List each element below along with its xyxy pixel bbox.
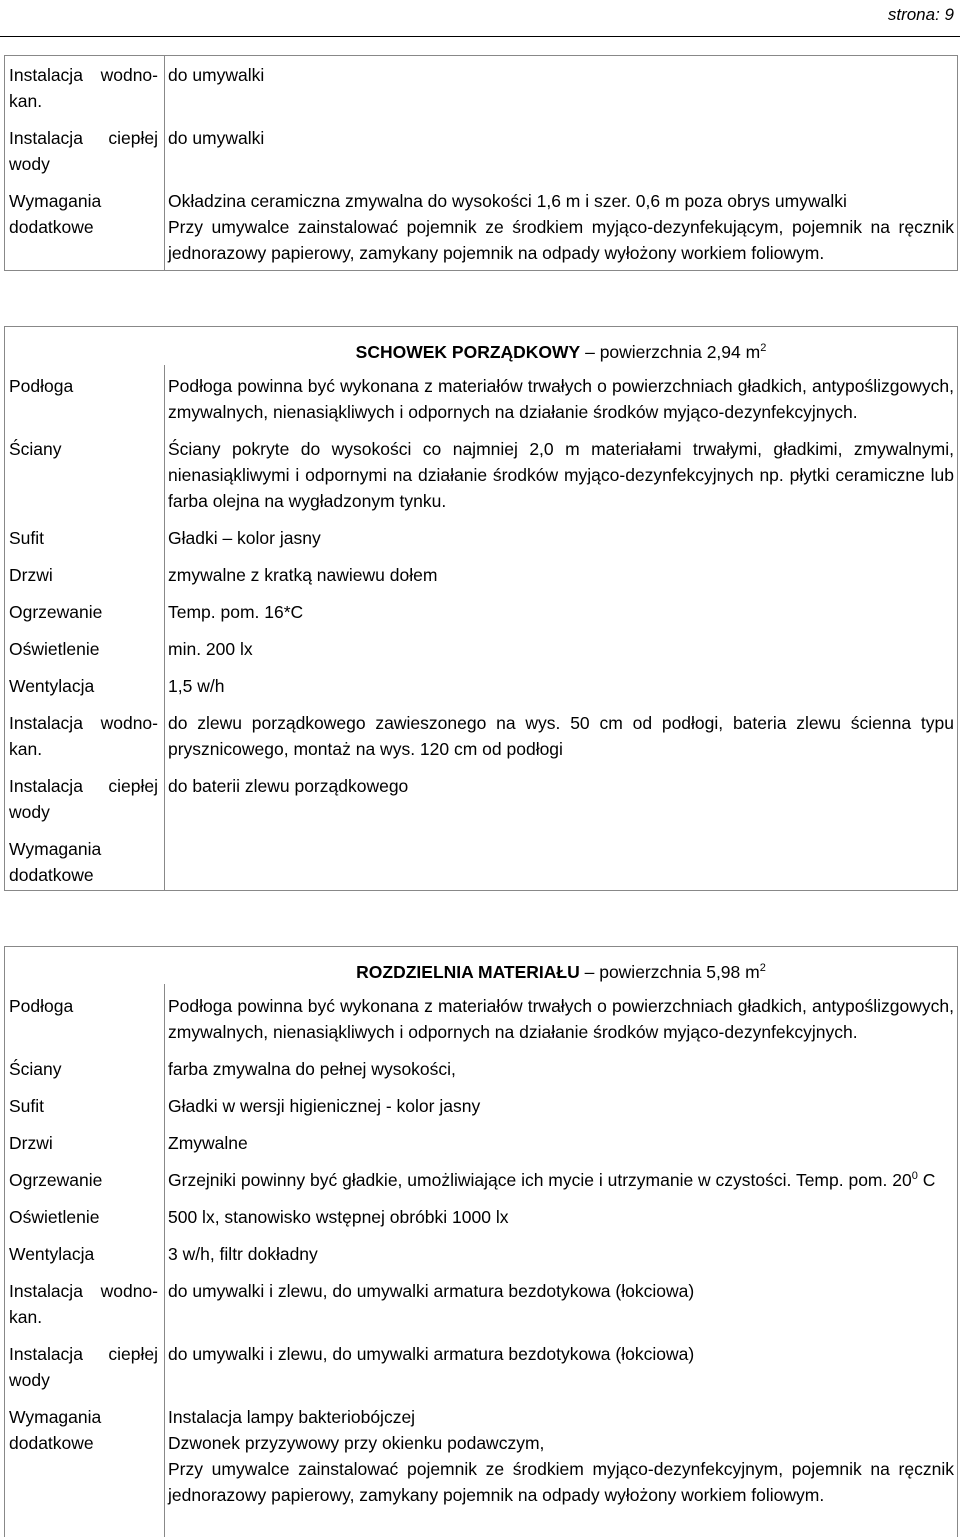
table-row [4,1230,959,1267]
room-area: – powierzchnia 2,94 m [580,342,761,362]
table-row [4,1330,959,1393]
row-label: Wentylacja [9,676,95,696]
heating-text: Grzejniki powinny być gładkie, umożliwiające ich mycie i utrzymanie w czystości. Temp. pom. 20 [168,1170,912,1190]
section-title-row [4,333,959,373]
row-value: do umywalki [168,65,265,85]
row-value: Zmywalne [168,1133,248,1153]
row-value: Podłoga powinna być wykonana z materiałów trwałych o powierzchniach gładkich, antypoślizgowych, zmywalnych, nienasiąkliwych i odpornych na działanie środków myjąco-dezynfekcyjnych. [168,996,954,1042]
row-label: Instalacja ciepłej wody [9,128,158,174]
page-number: strona: 9 [887,5,954,24]
row-value: zmywalne z kratką nawiewu dołem [168,565,438,585]
area-unit-exponent: 2 [759,962,766,975]
row-label: Instalacja ciepłej wody [9,776,158,822]
table-row [4,825,959,888]
requirement-line: Okładzina ceramiczna zmywalna do wysokości 1,6 m i szer. 0,6 m poza obrys umywalki [168,191,847,211]
row-value: Ściany pokryte do wysokości co najmniej 2,0 m materiałami trwałymi, gładkimi, zmywalnymi, nienasiąkliwymi i odpornymi na działanie środków myjąco-dezynfekcyjnych np. płytki ceramiczne lub farba olejna na wygładzonym tynku. [168,439,954,511]
row-value: Gładki w wersji higienicznej - kolor jasny [168,1096,481,1116]
row-value: 1,5 w/h [168,676,225,696]
section-title [163,333,959,373]
table-row [4,62,959,114]
room-area: – powierzchnia 5,98 m [579,962,760,982]
row-label: Sufit [9,528,45,548]
row-value: do baterii zlewu porządkowego [168,776,409,796]
table-row [4,588,959,625]
table-row [4,993,959,1045]
table-row [4,1045,959,1082]
row-label: Ogrzewanie [9,602,103,622]
requirement-line: Przy umywalce zainstalować pojemnik ze środkiem myjąco-dezynfekującym, pojemnik na ręcznik jednorazowy papierowy, zamykany pojemnik na odpady wyłożony workiem foliowym. [168,217,954,263]
row-label: Wymagania dodatkowe [9,1407,102,1453]
section-2-table [4,333,959,888]
row-label: Podłoga [9,996,74,1016]
heating-unit: C [917,1170,936,1190]
row-value: Podłoga powinna być wykonana z materiałów trwałych o powierzchniach gładkich, antypoślizgowych, zmywalnych, nienasiąkliwych i odpornych na działanie środków myjąco-dezynfekcyjnych. [168,376,954,422]
header-rule [0,36,960,37]
degree-sup: 0 [911,1170,918,1183]
requirement-line: Dzwonek przyzywowy przy okienku podawczym, [168,1433,545,1453]
row-value [163,177,959,266]
row-label: Wymagania dodatkowe [9,839,102,885]
row-value [163,1156,959,1193]
row-label: Ściany [9,439,62,459]
table-row [4,625,959,662]
row-label: Ogrzewanie [9,1170,103,1190]
table-row [4,373,959,425]
table-row [4,1119,959,1156]
requirement-line: Przy umywalce zainstalować pojemnik ze środkiem myjąco-dezynfekcyjnym, pojemnik na ręcznik jednorazowy papierowy, zamykany pojemnik na odpady wyłożony workiem foliowym. [168,1459,954,1505]
row-value: do zlewu porządkowego zawieszonego na wys. 50 cm od podłogi, bateria zlewu ścienna typu prysznicowego, montaż na wys. 120 cm od podłogi [168,713,954,759]
row-value: min. 200 lx [168,639,253,659]
area-unit-exponent: 2 [760,342,767,355]
row-label: Ściany [9,1059,62,1079]
requirement-line: Instalacja lampy bakteriobójczej [168,1407,416,1427]
row-label: Oświetlenie [9,639,100,659]
room-name: SCHOWEK PORZĄDKOWY [355,342,581,362]
row-label: Wymagania dodatkowe [9,191,102,237]
row-value: do umywalki i zlewu, do umywalki armatura bezdotykowa (łokciowa) [168,1281,695,1301]
table-row [4,514,959,551]
row-value: farba zmywalna do pełnej wysokości, [168,1059,456,1079]
row-label: Podłoga [9,376,74,396]
section-title-row [4,953,959,993]
row-label: Instalacja ciepłej wody [9,1344,158,1390]
table-row [4,1193,959,1230]
row-value: do umywalki [168,128,265,148]
section-1-table [4,62,959,266]
table-row [4,177,959,266]
row-label: Instalacja wodno-kan. [9,1281,158,1327]
row-label: Drzwi [9,565,53,585]
table-row [4,1082,959,1119]
room-name: ROZDZIELNIA MATERIAŁU [356,962,580,982]
table-row [4,762,959,825]
row-value: do umywalki i zlewu, do umywalki armatura bezdotykowa (łokciowa) [168,1344,695,1364]
section-title [163,953,959,993]
table-row [4,1156,959,1193]
row-label: Wentylacja [9,1244,95,1264]
table-row [4,699,959,762]
row-label: Oświetlenie [9,1207,100,1227]
table-row [4,1393,959,1508]
section-3-table [4,953,959,1508]
row-label: Instalacja wodno-kan. [9,713,158,759]
table-row [4,1267,959,1330]
row-value [163,825,959,888]
row-value: Gładki – kolor jasny [168,528,321,548]
row-label: Sufit [9,1096,45,1116]
table-row [4,551,959,588]
table-row [4,114,959,177]
row-value [163,1393,959,1508]
row-label: Drzwi [9,1133,53,1153]
table-row [4,425,959,514]
row-value: 3 w/h, filtr dokładny [168,1244,318,1264]
row-value: 500 lx, stanowisko wstępnej obróbki 1000 lx [168,1207,509,1227]
table-row [4,662,959,699]
row-label: Instalacja wodno-kan. [9,65,158,111]
row-value: Temp. pom. 16*C [168,602,304,622]
